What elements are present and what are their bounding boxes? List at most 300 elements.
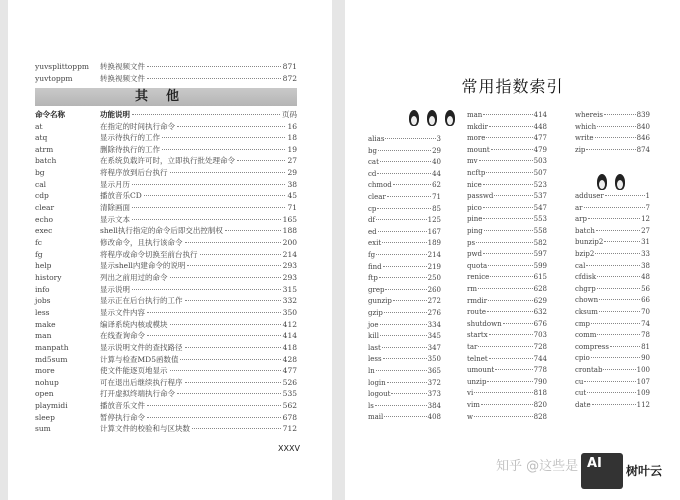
index-page: 125 [427,216,441,225]
index-entry [368,331,441,343]
dot-leader [587,392,635,393]
index-entry [575,295,650,307]
command-desc: 显示文件内容 [100,307,145,317]
index-entry [368,273,441,285]
command-desc: 暂停执行命令 [100,412,145,422]
dot-leader [147,417,281,418]
index-entry [575,400,650,412]
index-entry [467,388,547,400]
index-page: 384 [427,401,441,410]
index-command: quota [467,261,488,270]
index-entry [467,412,547,424]
dot-leader [588,218,640,219]
index-page: 846 [636,134,650,143]
dot-leader [479,160,533,161]
table-row [35,377,297,388]
index-page: 70 [641,308,650,316]
table-row [35,260,297,271]
index-entry [368,366,441,378]
command-desc: 在线查询命令 [100,331,145,341]
penguin-icons-3 [407,110,457,128]
dot-leader [384,416,426,417]
dot-leader [378,231,427,232]
index-page: 448 [533,122,547,131]
dot-leader [144,195,286,196]
index-command: vim [467,401,480,409]
command-name: history [35,272,62,282]
dot-leader [483,207,533,208]
page-number: 200 [282,238,297,247]
table-row [35,61,297,72]
dot-leader [393,300,427,301]
command-desc: 显示shell内建命令的说明 [100,261,186,271]
dot-leader [490,276,532,277]
index-page: 85 [432,204,441,213]
dot-leader [599,299,640,300]
page-number: 214 [282,249,297,259]
index-page: 537 [533,192,547,201]
dot-leader [489,334,533,335]
dot-leader [488,265,532,266]
index-command: gzip [368,309,383,317]
index-entry [467,377,547,389]
index-command: mail [368,413,384,422]
dot-leader [200,254,281,255]
page-number: 29 [287,168,297,178]
dot-leader [503,323,533,324]
page-number: 871 [282,62,297,71]
dot-leader [147,335,281,336]
index-page: 728 [533,343,547,351]
index-entry [368,296,441,308]
index-command: more [467,134,486,143]
dot-leader [187,265,280,266]
dot-leader [170,370,281,371]
dot-leader [380,324,427,325]
index-command: man [467,111,483,119]
dot-leader [162,149,285,150]
index-entry [467,238,547,250]
dot-leader [597,276,640,277]
dot-leader [380,161,431,162]
dot-leader [596,230,640,231]
index-entry [467,156,547,168]
index-command: alias [368,135,385,143]
index-page: 597 [533,250,547,259]
table-row [35,73,297,84]
command-desc: 可在退出后继续执行程序 [100,377,183,387]
page-number: 477 [282,366,297,376]
command-desc: 显示文本 [100,214,130,224]
dot-leader [147,405,281,406]
command-desc: 显示正在后台执行的工作 [100,296,183,306]
index-command: mv [467,157,478,166]
command-name: help [35,261,52,271]
index-page: 599 [533,261,547,270]
index-entry [368,180,441,192]
index-command: find [368,262,382,271]
dot-leader [376,219,427,220]
index-entry [467,296,547,308]
index-command: arp [575,215,588,224]
index-entry [368,320,441,332]
index-page: 48 [641,273,650,282]
index-entry [467,342,547,354]
dot-leader [591,323,640,324]
index-page: 350 [427,355,441,364]
index-entry [575,214,650,226]
penguin-icon [595,174,609,192]
index-command: comm [575,331,597,340]
command-name: fc [35,238,42,247]
page-number: 350 [282,307,297,317]
table-header [35,109,297,120]
index-page: 31 [641,238,650,247]
dot-leader [586,265,640,266]
index-page: 629 [533,296,547,305]
command-desc: 播放音乐CD [100,191,142,201]
index-entry [368,204,441,216]
dot-leader [237,160,285,161]
index-command: batch [575,226,595,235]
dot-leader [185,382,281,383]
dot-leader [177,393,281,394]
command-name: atrm [35,144,54,154]
index-entry [575,237,650,249]
dot-leader [147,312,281,313]
index-page: 703 [533,331,547,340]
index-page: 373 [427,390,441,399]
dot-leader [491,149,533,150]
index-entry [575,203,650,215]
index-page: 840 [636,122,650,131]
index-entry [368,308,441,320]
brand-text: 树叶云 [626,464,663,478]
page-number: 712 [282,424,297,434]
index-entry [368,227,441,239]
index-command: unzip [467,377,487,386]
index-entry [575,307,650,319]
index-command: bg [368,146,377,155]
page-number: 678 [282,412,297,422]
index-command: shutdown [467,319,502,328]
header-desc: 功能说明 [100,110,130,119]
index-entry [575,145,650,157]
command-name: sleep [35,412,55,422]
dot-leader [604,241,640,242]
command-desc: 列出之前用过的命令 [100,272,168,282]
page-number: 188 [282,226,297,236]
index-page: 66 [641,296,650,305]
index-command: clear [368,193,386,201]
dot-leader [476,242,533,243]
command-name: nohup [35,377,59,387]
index-page: 112 [636,400,650,409]
page-number: 165 [282,214,297,224]
index-command: bunzip2 [575,238,604,247]
dot-leader [385,138,435,139]
table-row [35,330,297,341]
command-desc: 显示说明文件的查找路径 [100,342,183,352]
index-entry [467,122,547,134]
index-page: 676 [533,319,547,328]
command-desc: 计算与检查MD5函数值 [100,354,179,364]
dot-leader [387,382,427,383]
index-entry [575,342,650,354]
index-command: whereis [575,111,603,119]
index-page: 260 [427,285,441,294]
index-page: 29 [432,146,441,155]
command-desc: 转换视频文件 [100,73,145,83]
dot-leader [604,114,636,115]
dot-leader [132,184,285,185]
index-entry [368,285,441,297]
command-name: yuvtoppm [35,73,73,83]
command-desc: 使文件能逐页地显示 [100,366,168,376]
command-name: clear [35,203,55,213]
index-command: write [575,134,594,143]
index-page: 272 [427,297,441,306]
index-entry [368,343,441,355]
index-command: cfdisk [575,273,597,282]
page-number: 562 [282,401,297,411]
table-row [35,202,297,213]
page-number: 38 [287,179,297,189]
index-command: grep [368,285,385,294]
table-row [35,412,297,423]
index-command: ping [467,227,483,235]
dot-leader [185,242,281,243]
index-command: w [467,412,473,421]
index-entry [575,353,650,365]
index-command: cmp [575,319,591,328]
index-page: 874 [636,145,650,154]
dot-leader [610,346,640,347]
page-number: 414 [282,331,297,341]
command-name: playmidi [35,401,68,411]
index-page: 582 [533,238,547,247]
dot-leader [478,288,533,289]
page-number: 19 [287,144,297,154]
index-command: ncftp [467,169,486,177]
index-command: cksum [575,308,598,316]
index-page: 78 [641,331,650,340]
command-name: sum [35,424,51,434]
index-command: cu [575,377,584,386]
dot-leader [170,277,281,278]
index-command: cp [368,204,377,213]
dot-leader [382,242,426,243]
index-command: which [575,122,597,131]
page-number: 526 [282,377,297,387]
index-entry [467,319,547,331]
index-command: route [467,308,487,317]
command-name: at [35,121,43,131]
index-entry [368,192,441,204]
command-desc: shell执行指定的命令后即交出控制权 [100,226,223,236]
page-number: 18 [287,133,297,143]
index-command: ls [368,401,374,410]
dot-leader [483,253,533,254]
dot-leader [599,311,640,312]
index-entry [575,284,650,296]
dot-leader [391,393,426,394]
page-number: 293 [282,261,297,271]
penguin-icons-2 [595,174,627,192]
index-page: 347 [427,343,441,352]
index-page: 56 [641,284,650,293]
table-row [35,179,297,190]
page-number: 71 [287,203,297,213]
index-command: passwd [467,192,494,201]
command-desc: 播放音乐文件 [100,401,145,411]
command-name: md5sum [35,354,68,364]
dot-leader [225,230,281,231]
dot-leader [595,137,636,138]
dot-leader [192,428,281,429]
index-page: 74 [641,319,650,328]
table-row [35,284,297,295]
index-command: bzip2 [575,250,595,258]
index-page: 44 [432,169,441,178]
index-page: 523 [533,180,547,189]
index-page: 818 [533,389,547,398]
index-command: chgrp [575,284,596,293]
index-entry [467,226,547,238]
index-command: logout [368,390,391,399]
dot-leader [603,369,635,370]
dot-leader [597,334,640,335]
dot-leader [486,172,532,173]
dot-leader [162,137,285,138]
watermark-text: 知乎 @这些是 [496,459,579,474]
index-page: 558 [533,227,547,235]
index-command: rmdir [467,296,488,305]
index-command: ftp [368,274,378,283]
dot-leader [384,312,427,313]
index-entry [368,378,441,390]
command-name: echo [35,214,53,224]
command-name: cal [35,179,47,189]
command-name: less [35,307,50,317]
index-entry [467,365,547,377]
index-entry [575,261,650,273]
index-page: 62 [432,181,441,190]
index-entry [368,262,441,274]
table-row [35,144,297,155]
dot-leader [382,347,427,348]
dot-leader [591,357,640,358]
table-row [35,295,297,306]
dot-leader [484,230,533,231]
index-command: pico [467,203,482,212]
dot-leader [488,300,533,301]
index-page: 109 [636,389,650,398]
dot-leader [487,311,533,312]
right-page [345,0,680,500]
index-entry [368,146,441,158]
index-entry [467,133,547,145]
index-page: 100 [636,366,650,374]
index-command: date [575,400,591,409]
command-name: cdp [35,191,49,201]
dot-leader [483,184,533,185]
dot-leader [605,195,645,196]
table-row [35,190,297,201]
index-entry [467,168,547,180]
command-desc: 在指定的时间执行命令 [100,121,175,131]
table-row [35,155,297,166]
index-page: 214 [427,251,441,259]
index-command: mkdir [467,122,488,131]
dot-leader [494,195,532,196]
index-command: chmod [368,181,392,190]
index-command: exit [368,239,382,248]
index-page: 365 [427,367,441,375]
index-page: 90 [641,354,650,363]
dot-leader [486,137,532,138]
table-row [35,342,297,353]
table-row [35,354,297,365]
dot-leader [595,253,640,254]
index-page: 628 [533,285,547,293]
left-page [8,0,332,500]
table-row [35,214,297,225]
dot-leader [474,392,532,393]
index-command: ar [575,203,583,212]
command-desc: 清除画面 [100,203,130,213]
index-entry [575,191,650,203]
dot-leader [377,173,431,174]
index-command: adduser [575,192,604,200]
page-number: 315 [282,284,297,294]
page-number: 16 [287,121,297,131]
command-desc: 删除待执行的工作 [100,144,160,154]
index-entry [467,191,547,203]
index-entry [368,215,441,227]
index-entry [467,145,547,157]
index-page: 477 [533,134,547,143]
index-page: 507 [533,169,547,177]
index-command: renice [467,273,490,282]
index-page: 744 [533,354,547,363]
dot-leader [132,207,285,208]
dot-leader [147,78,281,79]
page-number: 27 [287,156,297,166]
page-number: 418 [282,342,297,352]
index-command: vi [467,389,474,398]
dot-leader [379,277,427,278]
command-name: yuvsplittoppm [35,62,90,71]
index-command: last [368,343,381,352]
index-command: chown [575,296,599,305]
dot-leader [387,196,431,197]
dot-leader [597,288,640,289]
index-command: df [368,216,376,225]
table-row [35,249,297,260]
page-folio: XXXV [278,444,300,453]
page-number: 332 [282,296,297,306]
index-page: 414 [533,111,547,119]
index-page: 33 [641,250,650,258]
index-entry [467,214,547,226]
dot-leader [376,370,427,371]
index-command: mount [467,145,490,154]
dot-leader [597,126,635,127]
index-command: tar [467,343,478,351]
index-entry [467,284,547,296]
index-entry [575,365,650,377]
